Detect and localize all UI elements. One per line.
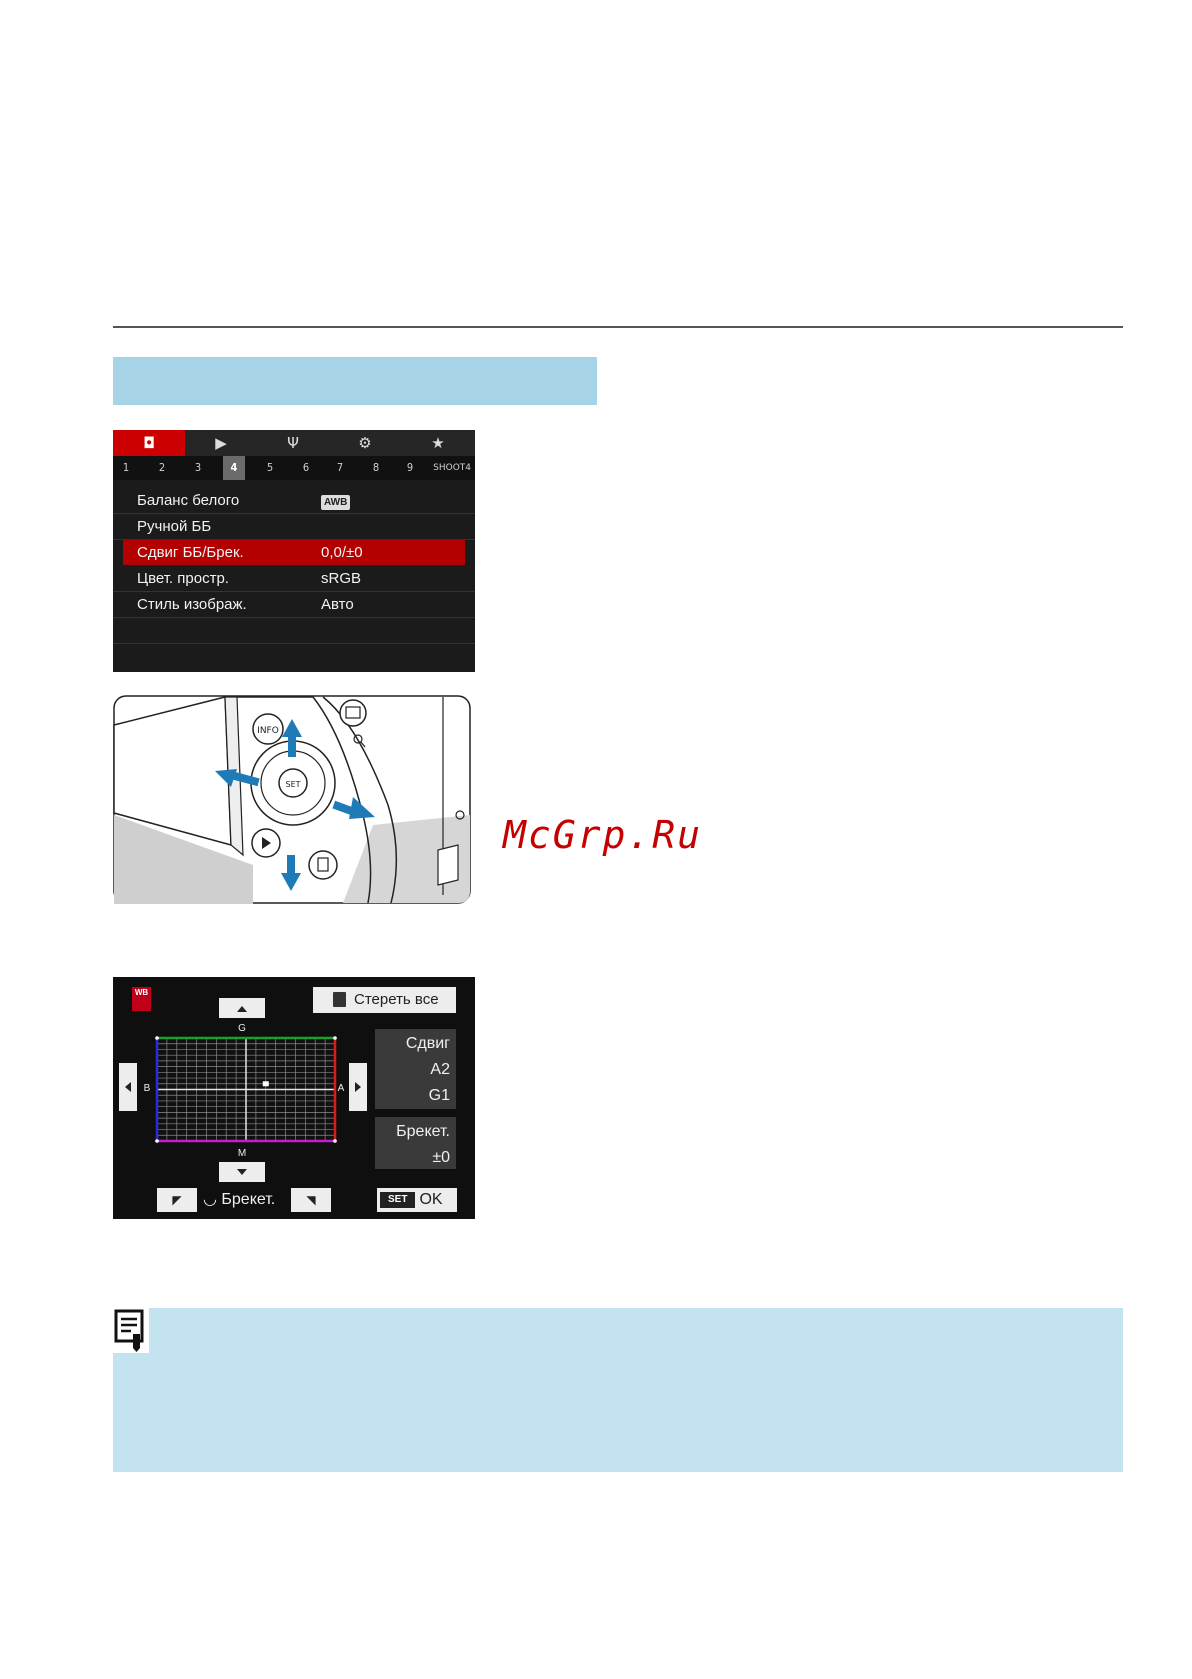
menu-item-value: 0,0/±0 [321,544,363,561]
bracket-value: ±0 [432,1149,450,1166]
info-button-label: INFO [257,726,279,736]
axis-g-label: G [238,1023,246,1034]
menu-item-white-balance[interactable] [113,488,475,514]
menu-page-5[interactable]: 5 [266,461,274,474]
menu-item-value: sRGB [321,570,362,587]
set-button-label: SET [285,780,301,789]
menu-page-8[interactable]: 8 [372,461,380,474]
menu-item-value: Авто [321,596,354,613]
camera-menu-screen [113,430,475,672]
menu-page-name: SHOOT4 [433,463,471,473]
menu-page-3[interactable]: 3 [194,461,202,474]
menu-page-9[interactable]: 9 [406,461,414,474]
menu-item-color-space[interactable] [113,566,475,592]
menu-page-7[interactable]: 7 [336,461,344,474]
shift-title: Сдвиг [405,1035,450,1052]
note-icon [113,1308,149,1353]
ok-label: OK [419,1191,443,1208]
menu-page-1[interactable]: 1 [122,461,130,474]
axis-b-label: B [143,1083,151,1094]
camera-icon[interactable]: ◘ [113,430,185,456]
axis-a-label: A [337,1083,345,1094]
axis-m-label: M [237,1148,247,1159]
header-rule [113,326,1123,328]
awb-badge: AWB [321,495,350,510]
grid-corner [155,1036,159,1040]
shift-g-value: G1 [428,1087,450,1104]
dial-icon: ◡ [203,1191,222,1208]
shift-a-value: A2 [430,1061,450,1078]
grid-corner [333,1036,337,1040]
clear-all-label: Стереть все [354,991,439,1008]
section-heading-bar [113,357,597,405]
wb-shift-icon: WB [132,987,151,1011]
menu-item-label: Цвет. простр. [137,570,229,587]
bracket-decrease-button[interactable]: ◤ [157,1188,197,1212]
menu-tab-row [113,430,475,456]
menu-item-wb-shift[interactable] [123,540,465,565]
bracket-label: ◡ Брекет. [203,1191,276,1208]
menu-item-label: Баланс белого [137,492,240,509]
wb-shift-screen [113,977,475,1219]
note-box [113,1308,1123,1472]
bracket-panel [375,1117,456,1169]
wrench-icon[interactable]: Ψ [287,434,299,452]
grid-corner [333,1139,337,1143]
camera-controls-illustration [113,695,471,904]
menu-page-2[interactable]: 2 [158,461,166,474]
playback-icon[interactable]: ▶ [215,434,227,452]
set-ok-button[interactable] [377,1188,457,1212]
bracket-title: Брекет. [396,1123,450,1140]
menu-page-numbers [113,456,475,480]
menu-item-label: Стиль изображ. [137,596,247,613]
camera-back-drawing [113,695,471,904]
custom-icon[interactable]: ⚙ [358,434,372,452]
menu-item-label: Ручной ББ [137,518,212,535]
grid-corner [155,1139,159,1143]
set-tag: SET [380,1192,415,1208]
watermark: McGrp.Ru [503,813,703,857]
star-icon[interactable]: ★ [431,434,445,452]
menu-item-custom-wb[interactable] [113,514,475,540]
bracket-increase-button[interactable]: ◥ [291,1188,331,1212]
shift-point [263,1081,269,1086]
menu-item-empty [113,618,475,644]
menu-item-label: Сдвиг ББ/Брек. [137,544,244,561]
menu-page-4[interactable]: 4 [223,456,245,480]
shift-panel [375,1029,456,1109]
menu-page-6[interactable]: 6 [302,461,310,474]
menu-item-picture-style[interactable] [113,592,475,618]
